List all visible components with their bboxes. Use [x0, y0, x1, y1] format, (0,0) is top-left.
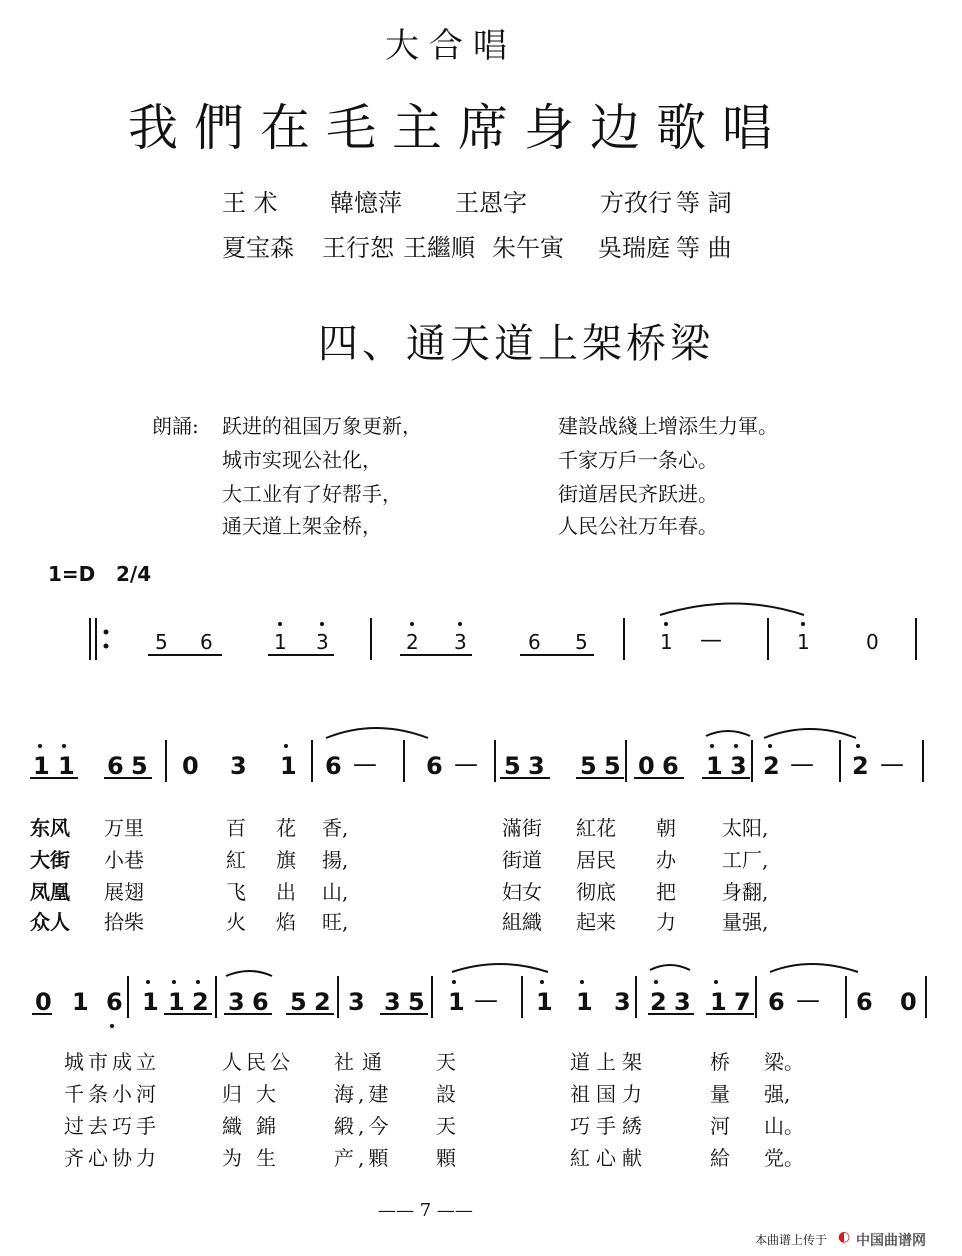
recitation-line: 大工业有了好帮手， — [222, 482, 402, 506]
section-title: 四、通天道上架桥梁 — [318, 321, 714, 367]
note: 1 — [660, 630, 673, 654]
octave-dot — [452, 980, 456, 984]
octave-dot — [196, 980, 200, 984]
note: 1 — [448, 988, 465, 1016]
slur — [650, 965, 690, 970]
octave-dot — [410, 622, 414, 626]
octave-dot — [654, 980, 658, 984]
note: 0 — [866, 630, 879, 654]
lyric: 为生 — [222, 1146, 290, 1170]
lyric: 归大 — [222, 1082, 290, 1106]
lyric: 紅心献 — [570, 1146, 648, 1170]
dash: — — [700, 628, 722, 653]
note: 3 — [228, 988, 245, 1016]
page-number: —— 7 —— — [378, 1200, 473, 1221]
note: 2 — [852, 752, 869, 780]
octave-dot — [664, 622, 668, 626]
lyric: 顆 — [436, 1146, 456, 1170]
repeat-dot — [104, 644, 109, 649]
note: 5 — [131, 752, 148, 780]
note: 3 — [454, 630, 467, 654]
lyric: 力 — [656, 910, 676, 934]
octave-dot — [38, 744, 42, 748]
lyric: 出 — [276, 880, 296, 904]
note: 3 — [384, 988, 401, 1016]
note: 6 — [107, 752, 124, 780]
site-name: 中国曲谱网 — [856, 1233, 926, 1249]
slur — [764, 729, 856, 738]
recitation-line: 建設战綫上增添生力軍。 — [558, 414, 778, 438]
lyric: 拾柴 — [104, 910, 144, 934]
note: 6 — [325, 752, 342, 780]
lyric: 太阳, — [722, 816, 769, 840]
note: 1 — [706, 752, 723, 780]
dash: — — [790, 750, 814, 778]
note: 2 — [406, 630, 419, 654]
upload-note: 本曲谱上传于 — [755, 1233, 828, 1247]
note: 5 — [575, 630, 588, 654]
lyric: 量强, — [722, 910, 769, 934]
lyric: 組織 — [502, 910, 542, 934]
note: 1 — [168, 988, 185, 1016]
lyric: 千条小河 — [64, 1082, 160, 1106]
dash: — — [353, 750, 377, 778]
lyric: 众人 — [30, 910, 70, 934]
lyric: 巧手綉 — [570, 1114, 648, 1138]
site-logo-mark: ◐ — [838, 1229, 851, 1245]
note: 2 — [650, 988, 667, 1016]
octave-dot — [734, 744, 738, 748]
note: 0 — [638, 752, 655, 780]
octave-dot — [856, 744, 860, 748]
lyric: 社通 — [334, 1050, 390, 1074]
octave-dot — [540, 980, 544, 984]
recitation-line: 跃进的祖国万象更新， — [222, 414, 422, 438]
note: 6 — [856, 988, 873, 1016]
lyricist-suffix: 等 詞 — [676, 189, 732, 217]
note: 3 — [316, 630, 329, 654]
lyric: 工厂, — [722, 848, 769, 872]
octave-dot — [801, 622, 805, 626]
lyric: 天 — [436, 1050, 456, 1074]
octave-dot — [580, 980, 584, 984]
composer-name: 王行恕 — [322, 234, 394, 262]
lyric: 齐心协力 — [64, 1146, 160, 1170]
slur — [226, 971, 272, 976]
slur — [770, 964, 858, 972]
lyric: 花 — [276, 816, 296, 840]
lyric: 緞,今 — [334, 1114, 393, 1138]
lyric: 身翻, — [722, 880, 769, 904]
lyric: 城市成立 — [64, 1050, 160, 1074]
note: 5 — [290, 988, 307, 1016]
note: 6 — [200, 630, 213, 654]
composer-suffix: 等 曲 — [676, 234, 732, 262]
note: 5 — [155, 630, 168, 654]
recitation-line: 街道居民齐跃进。 — [558, 482, 718, 506]
octave-dot — [768, 744, 772, 748]
lyricist-name: 王 术 — [222, 189, 278, 217]
lyricist-name: 方孜行 — [600, 189, 672, 217]
lyric: 起来 — [576, 910, 616, 934]
octave-dot — [172, 980, 176, 984]
lyric: 小巷 — [104, 848, 144, 872]
lyric: 香, — [322, 816, 349, 840]
recitation-line: 通天道上架金桥， — [222, 514, 382, 538]
octave-dot — [146, 980, 150, 984]
lyric: 万里 — [104, 816, 144, 840]
note: 6 — [768, 988, 785, 1016]
octave-dot — [714, 980, 718, 984]
note: 7 — [734, 988, 751, 1016]
lyric: 彻底 — [576, 880, 616, 904]
lyric: 紅花 — [576, 816, 616, 840]
note: 5 — [604, 752, 621, 780]
note: 2 — [192, 988, 209, 1016]
note: 6 — [252, 988, 269, 1016]
slur — [660, 604, 804, 616]
note: 1 — [142, 988, 159, 1016]
lyric: 火 — [226, 910, 246, 934]
lyric: 設 — [436, 1082, 456, 1106]
composer-name: 朱午寅 — [492, 234, 564, 262]
note: 3 — [674, 988, 691, 1016]
note: 5 — [580, 752, 597, 780]
lyric: 旺, — [322, 910, 349, 934]
lyric: 梁。 — [764, 1050, 804, 1074]
lyric: 大街 — [30, 848, 70, 872]
note: 1 — [72, 988, 89, 1016]
note: 3 — [730, 752, 747, 780]
octave-dot — [278, 622, 282, 626]
genre-heading: 大合唱 — [385, 26, 517, 66]
lyricist-name: 韓憶萍 — [330, 189, 402, 217]
note: 1 — [58, 752, 75, 780]
lyric: 东风 — [30, 816, 70, 840]
slur — [326, 728, 428, 738]
composer-name: 夏宝森 — [222, 234, 294, 262]
lyric: 道上架 — [570, 1050, 648, 1074]
note: 6 — [662, 752, 679, 780]
note: 3 — [528, 752, 545, 780]
note: 2 — [314, 988, 331, 1016]
lyric: 居民 — [576, 848, 616, 872]
slur — [452, 964, 548, 972]
lyric: 給 — [710, 1146, 730, 1170]
note: 0 — [35, 988, 52, 1016]
time-signature: 2/4 — [116, 562, 152, 586]
recitation-line: 人民公社万年春。 — [558, 514, 718, 538]
note: 1 — [797, 630, 810, 654]
lyric: 人民公 — [222, 1050, 294, 1074]
recitation-line: 城市实现公社化， — [222, 448, 382, 472]
note: 2 — [763, 752, 780, 780]
note: 0 — [900, 988, 917, 1016]
lyric: 揚, — [322, 848, 349, 872]
dash: — — [880, 750, 904, 778]
note: 6 — [426, 752, 443, 780]
octave-dot — [458, 622, 462, 626]
octave-dot — [62, 744, 66, 748]
note: 6 — [106, 988, 123, 1016]
lyric: 街道 — [502, 848, 542, 872]
dash: — — [796, 986, 820, 1014]
lyric: 滿街 — [502, 816, 542, 840]
note: 1 — [576, 988, 593, 1016]
note: 1 — [280, 752, 297, 780]
dash: — — [454, 750, 478, 778]
lyric: 焰 — [276, 910, 296, 934]
lyric: 飞 — [226, 880, 246, 904]
lyric: 海,建 — [334, 1082, 393, 1106]
note: 5 — [504, 752, 521, 780]
lyric: 河 — [710, 1114, 730, 1138]
lyric: 量 — [710, 1082, 730, 1106]
lyric: 織錦 — [222, 1114, 290, 1138]
note: 3 — [230, 752, 247, 780]
lyric: 强, — [764, 1082, 791, 1106]
recitation-label: 朗誦: — [152, 414, 199, 438]
lyric: 旗 — [276, 848, 296, 872]
note: 1 — [710, 988, 727, 1016]
lyric: 祖国力 — [570, 1082, 648, 1106]
song-title: 我們在毛主席身边歌唱 — [128, 99, 788, 157]
lyric: 桥 — [710, 1050, 730, 1074]
lyric: 产,顆 — [334, 1146, 393, 1170]
lyric: 过去巧手 — [64, 1114, 160, 1138]
octave-dot — [710, 744, 714, 748]
lyric: 天 — [436, 1114, 456, 1138]
lyric: 展翅 — [104, 880, 144, 904]
lyric: 紅 — [226, 848, 246, 872]
note: 6 — [528, 630, 541, 654]
lyric: 山。 — [764, 1114, 804, 1138]
repeat-dot — [104, 630, 109, 635]
note: 3 — [348, 988, 365, 1016]
dash: — — [474, 986, 498, 1014]
lyric: 办 — [656, 848, 676, 872]
lyric: 百 — [226, 816, 246, 840]
note: 5 — [408, 988, 425, 1016]
lyric: 妇女 — [502, 880, 542, 904]
lyric: 把 — [656, 880, 676, 904]
note: 3 — [614, 988, 631, 1016]
composer-name: 吳瑞庭 — [598, 234, 670, 262]
recitation-line: 千家万戶一条心。 — [558, 448, 718, 472]
slur — [706, 731, 750, 736]
note: 0 — [182, 752, 199, 780]
octave-dot — [110, 1024, 114, 1028]
octave-dot — [284, 744, 288, 748]
lyric: 凤凰 — [30, 880, 70, 904]
lyric: 朝 — [656, 816, 676, 840]
note: 1 — [536, 988, 553, 1016]
octave-dot — [320, 622, 324, 626]
composer-name: 王繼順 — [403, 234, 475, 262]
lyric: 山, — [322, 880, 349, 904]
key-signature: 1=D — [48, 562, 96, 586]
note: 1 — [274, 630, 287, 654]
note: 1 — [33, 752, 50, 780]
lyricist-name: 王恩字 — [455, 189, 527, 217]
lyric: 党。 — [764, 1146, 804, 1170]
